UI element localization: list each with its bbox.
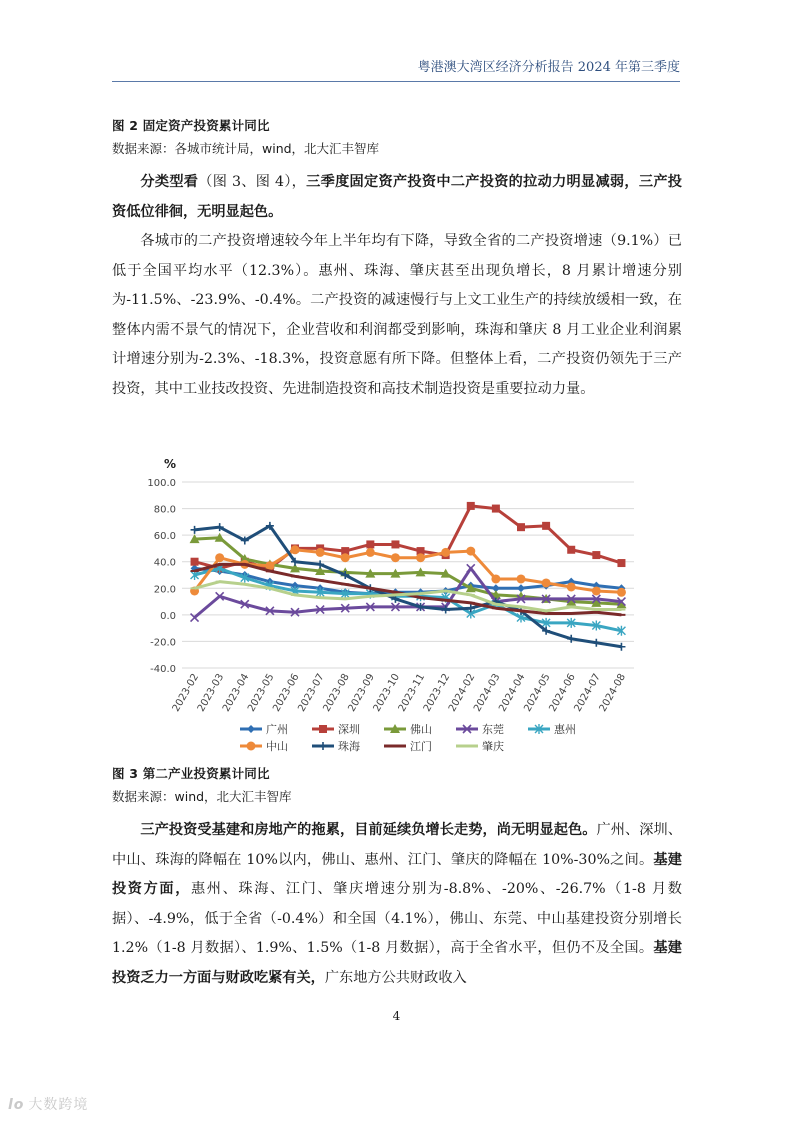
para3-text-2: 惠州、珠海、江门、肇庆增速分别为-8.8%、-20%、-26.7%（1-8 月数据）、-4.9%，低于全省（-0.4%）和全国（4.1%），佛山、东莞、中山基建投资分别增长 1.2%（1-8 月数据）、1.9%、1.5%（1-8 月数据），高于全省水平，但仍不及全国。 (112, 881, 682, 956)
data-point (517, 523, 525, 531)
paragraph-tertiary-industry (112, 816, 682, 993)
x-tick-label: 2023-11 (396, 672, 428, 714)
y-tick-label: 20.0 (153, 584, 176, 596)
data-point (617, 643, 625, 651)
data-point (491, 574, 500, 583)
paragraph-secondary-industry: 各城市的二产投资增速较今年上半年均有下降，导致全省的二产投资增速（9.1%）已低于全国平均水平（12.3%）。惠州、珠海、肇庆甚至出现负增长，8 月累计增速分别为-11.5%、-23.9%、-0.4%。二产投资的减速慢行与上文工业生产的持续放缓相一致，在整体内需不景气的情况下，企业营收和利润都受到影响，珠海和肇庆 8 月工业企业利润累计增速分别为-2.3%、-18.3%，投资意愿有所下降。但整体上看，二产投资仍领先于三产投资，其中工业技改投资、先进制造投资和高技术制造投资是重要拉动力量。 (112, 233, 682, 397)
figure-3-caption: 图 3 第二产业投资累计同比 (112, 766, 270, 781)
x-tick-label: 2024-06 (547, 672, 578, 714)
data-point (492, 505, 500, 513)
data-point (567, 582, 576, 591)
y-axis-unit-label: % (164, 457, 177, 471)
data-point (617, 588, 626, 597)
legend-label: 广州 (266, 723, 288, 736)
data-point (191, 558, 199, 566)
figure-2-source: 数据来源：各城市统计局，wind，北大汇丰智库 (112, 141, 380, 156)
legend-label: 佛山 (410, 723, 432, 736)
para1-figure-ref: （图 3、图 4）， (198, 174, 307, 190)
y-tick-label: 60.0 (153, 531, 176, 543)
legend-label: 珠海 (338, 740, 360, 753)
watermark-text: 大数跨境 (28, 1097, 89, 1113)
header-divider (112, 81, 680, 82)
line-chart (112, 448, 672, 764)
data-point (366, 548, 375, 557)
data-point (416, 553, 425, 562)
para3-bold-fiscal: 基建投资乏力一方面与财政吃紧有关， (112, 940, 682, 986)
data-point (617, 559, 625, 567)
paragraph-investment-type (112, 168, 682, 227)
data-point (542, 578, 551, 587)
watermark (8, 1094, 88, 1114)
page-header: 粤港澳大湾区经济分析报告 2024 年第三季度 (417, 60, 680, 75)
data-point (517, 574, 526, 583)
legend-item (384, 722, 432, 736)
watermark-logo: lo (8, 1097, 25, 1113)
data-point (215, 553, 224, 562)
legend-label: 惠州 (554, 723, 576, 736)
legend-item (528, 722, 576, 736)
chart-legend (240, 722, 576, 753)
x-tick-label: 2023-12 (421, 672, 453, 714)
legend-label: 深圳 (338, 723, 360, 736)
legend-label: 肇庆 (482, 740, 504, 753)
data-point (542, 522, 550, 530)
x-tick-label: 2024-05 (522, 672, 553, 714)
x-tick-label: 2023-08 (321, 672, 352, 714)
legend-item (240, 739, 288, 753)
x-tick-label: 2023-05 (246, 672, 277, 714)
legend-item (240, 722, 288, 736)
data-point (191, 526, 199, 534)
para3-bold-infrastructure: 基建投资方面， (112, 851, 682, 897)
y-tick-label: 80.0 (153, 504, 176, 516)
data-point (466, 547, 475, 556)
data-point (567, 546, 575, 554)
x-tick-label: 2023-09 (346, 672, 377, 714)
y-axis-ticks (147, 478, 176, 675)
data-point (592, 639, 600, 647)
data-point (391, 540, 399, 548)
legend-item (456, 739, 504, 753)
y-tick-label: 0.0 (160, 610, 176, 622)
para1-bold-lead: 分类型看 (140, 174, 199, 190)
data-point (592, 551, 600, 559)
x-tick-label: 2024-08 (597, 672, 629, 714)
para1-bold-conclusion: 三季度固定资产投资中二产投资的拉动力明显减弱，三产投资低位徘徊，无明显起色。 (112, 174, 682, 220)
data-point (467, 502, 475, 510)
data-point (467, 564, 475, 572)
figure-3-source: 数据来源：wind，北大汇丰智库 (112, 789, 292, 804)
y-tick-label: 40.0 (153, 557, 176, 569)
y-tick-label: -20.0 (150, 637, 176, 649)
figure-2-caption: 图 2 固定资产投资累计同比 (112, 118, 270, 133)
legend-label: 东莞 (482, 723, 504, 736)
x-tick-label: 2024-03 (472, 672, 503, 714)
data-point (247, 725, 255, 733)
data-point (366, 540, 374, 548)
data-point (391, 553, 400, 562)
series-5 (190, 545, 626, 597)
data-point (592, 586, 601, 595)
para3-bold-lead: 三产投资受基建和房地产的拖累，目前延续负增长走势，尚无明显起色。 (140, 822, 597, 838)
data-point (341, 553, 350, 562)
x-tick-label: 2023-06 (271, 672, 302, 714)
y-tick-label: 100.0 (147, 478, 176, 489)
para3-text-1: 广州、深圳、中山、珠海的降幅在 10%以内，佛山、惠州、江门、肇庆的降幅在 10%-30%之间。 (112, 822, 682, 868)
data-point (316, 548, 325, 557)
data-point (441, 548, 450, 557)
x-tick-label: 2024-07 (572, 672, 603, 714)
x-tick-label: 2023-03 (195, 672, 227, 714)
data-point (319, 742, 327, 750)
data-point (517, 584, 525, 592)
legend-label: 中山 (266, 740, 288, 753)
x-tick-label: 2023-10 (371, 672, 403, 714)
page-number: 4 (392, 1009, 401, 1023)
legend-item (312, 722, 360, 736)
para3-text-3: 广东地方公共财政收入 (324, 969, 467, 986)
x-tick-label: 2023-04 (220, 672, 252, 714)
legend-item (312, 739, 360, 753)
series-lines (190, 502, 627, 651)
data-point (291, 545, 300, 554)
data-point (319, 725, 327, 733)
x-tick-label: 2024-04 (497, 672, 528, 714)
x-axis-ticks (171, 672, 628, 714)
x-tick-label: 2023-02 (170, 672, 202, 714)
x-tick-label: 2024-02 (446, 672, 478, 714)
y-tick-label: -40.0 (150, 664, 176, 675)
legend-item (384, 739, 432, 753)
figure-3-chart (112, 448, 672, 764)
x-tick-label: 2023-07 (296, 672, 327, 714)
legend-item (456, 722, 504, 736)
data-point (247, 742, 256, 751)
legend-label: 江门 (410, 740, 432, 753)
